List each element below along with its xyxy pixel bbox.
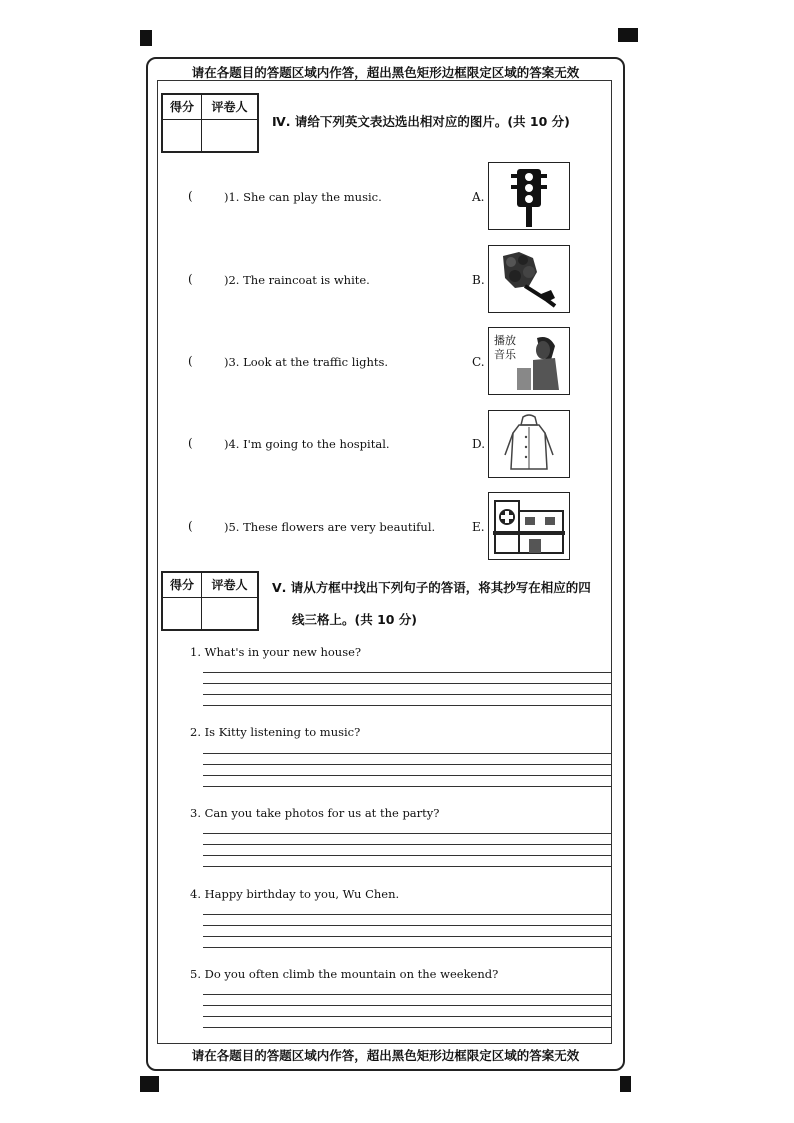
raincoat-icon <box>489 411 569 477</box>
section-5-title-line2: 线三格上。(共 10 分) <box>292 612 418 627</box>
question-item: )2. The raincoat is white. <box>224 273 370 287</box>
four-line-grid[interactable] <box>203 672 611 706</box>
question-item: )4. I'm going to the hospital. <box>224 437 390 451</box>
question-item: )5. These flowers are very beautiful. <box>224 520 436 534</box>
option-picture-a <box>488 162 570 230</box>
flowers-icon <box>489 246 569 312</box>
traffic-light-icon <box>489 163 569 229</box>
answer-paren[interactable]: ( <box>188 189 193 203</box>
four-line-grid[interactable] <box>203 914 611 948</box>
registration-mark-top-right <box>618 28 638 42</box>
four-line-grid[interactable] <box>203 753 611 787</box>
answer-paren[interactable]: ( <box>188 436 193 450</box>
registration-mark-bottom-left <box>140 1076 159 1092</box>
option-letter: D. <box>472 437 486 451</box>
answer-paren[interactable]: ( <box>188 272 193 286</box>
music-label-line1: 播放 <box>494 334 516 347</box>
answer-paren[interactable]: ( <box>188 354 193 368</box>
writing-question: 4. Happy birthday to you, Wu Chen. <box>190 887 400 901</box>
score-box-section-5 <box>161 571 259 631</box>
answer-paren[interactable]: ( <box>188 519 193 533</box>
grader-label: 评卷人 <box>211 578 248 592</box>
grader-label: 评卷人 <box>211 100 248 114</box>
question-item: )3. Look at the traffic lights. <box>224 355 389 369</box>
four-line-grid[interactable] <box>203 994 611 1028</box>
header-notice: 请在各题目的答题区域内作答，超出黑色矩形边框限定区域的答案无效 <box>191 65 580 80</box>
footer-notice: 请在各题目的答题区域内作答，超出黑色矩形边框限定区域的答案无效 <box>191 1048 580 1063</box>
score-box-section-4 <box>161 93 259 153</box>
option-picture-d <box>488 410 570 478</box>
option-letter: A. <box>472 190 485 204</box>
writing-question: 3. Can you take photos for us at the party? <box>190 806 440 820</box>
music-label-line2: 音乐 <box>494 348 516 361</box>
score-label: 得分 <box>163 573 202 597</box>
option-letter: C. <box>472 355 485 369</box>
score-label: 得分 <box>163 95 202 119</box>
option-picture-c <box>488 327 570 395</box>
writing-question: 5. Do you often climb the mountain on the weekend? <box>190 967 499 981</box>
option-letter: B. <box>472 273 485 287</box>
registration-mark-top-left <box>140 30 152 46</box>
question-item: )1. She can play the music. <box>224 190 382 204</box>
section-4-title: Ⅳ. 请给下列英文表达选出相对应的图片。(共 10 分) <box>272 114 570 129</box>
score-cell[interactable] <box>163 120 202 151</box>
section-5-title-line1: Ⅴ. 请从方框中找出下列句子的答语，将其抄写在相应的四 <box>272 580 591 595</box>
writing-question: 2. Is Kitty listening to music? <box>190 725 361 739</box>
grader-cell[interactable] <box>202 598 257 629</box>
option-picture-b <box>488 245 570 313</box>
option-letter: E. <box>472 520 485 534</box>
grader-cell[interactable] <box>202 120 257 151</box>
four-line-grid[interactable] <box>203 833 611 867</box>
option-picture-e <box>488 492 570 560</box>
score-cell[interactable] <box>163 598 202 629</box>
writing-question: 1. What's in your new house? <box>190 645 362 659</box>
registration-mark-bottom-right <box>620 1076 631 1092</box>
hospital-icon <box>489 493 569 559</box>
